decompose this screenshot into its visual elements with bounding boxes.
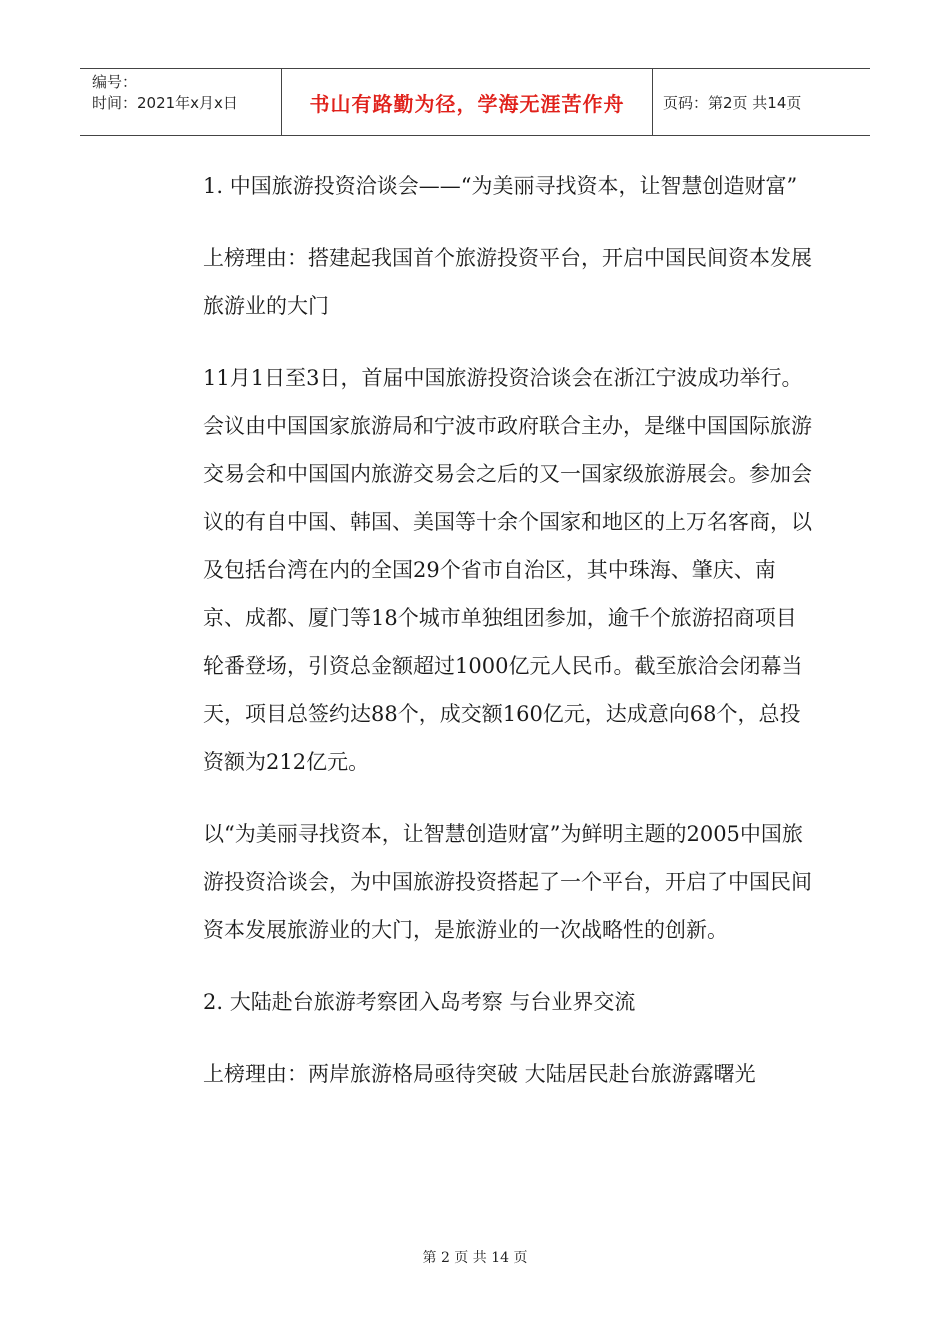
document-body: [203, 162, 813, 1122]
document-time-label: 时间：2021年x月x日: [92, 94, 238, 112]
header-meta: [80, 69, 282, 135]
body-paragraph-event-details: 11月1日至3日，首届中国旅游投资洽谈会在浙江宁波成功举行。会议由中国国家旅游局和宁波市政府联合主办，是继中国国际旅游交易会和中国国内旅游交易会之后的又一国家级旅游展会。参加会议的有自中国、韩国、美国等十余个国家和地区的上万名客商，以及包括台湾在内的全国29个省市自治区，其中珠海、肇庆、南京、成都、厦门等18个城市单独组团参加，逾千个旅游招商项目轮番登场，引资总金额超过1000亿元人民币。截至旅洽会闭幕当天，项目总签约达88个，成交额160亿元，达成意向68个，总投资额为212亿元。: [203, 366, 812, 774]
document-header: [80, 68, 870, 136]
section-reason-2: 上榜理由：两岸旅游格局亟待突破 大陆居民赴台旅游露曙光: [203, 1062, 756, 1086]
page-footer: 第 2 页 共 14 页: [422, 1250, 528, 1266]
header-motto: 书山有路勤为径，学海无涯苦作舟: [282, 69, 653, 135]
body-paragraph-theme: 以“为美丽寻找资本，让智慧创造财富”为鲜明主题的2005中国旅游投资洽谈会，为中国旅游投资搭起了一个平台，开启了中国民间资本发展旅游业的大门，是旅游业的一次战略性的创新。: [203, 822, 812, 942]
section-heading-1: 1. 中国旅游投资洽谈会——“为美丽寻找资本，让智慧创造财富”: [203, 174, 798, 198]
document-number-label: 编号：: [92, 73, 138, 91]
section-heading-2: 2. 大陆赴台旅游考察团入岛考察 与台业界交流: [203, 990, 636, 1014]
section-reason-1: 上榜理由：搭建起我国首个旅游投资平台，开启中国民间资本发展旅游业的大门: [203, 246, 812, 318]
header-page-info: 页码：第2页 共14页: [663, 93, 802, 112]
